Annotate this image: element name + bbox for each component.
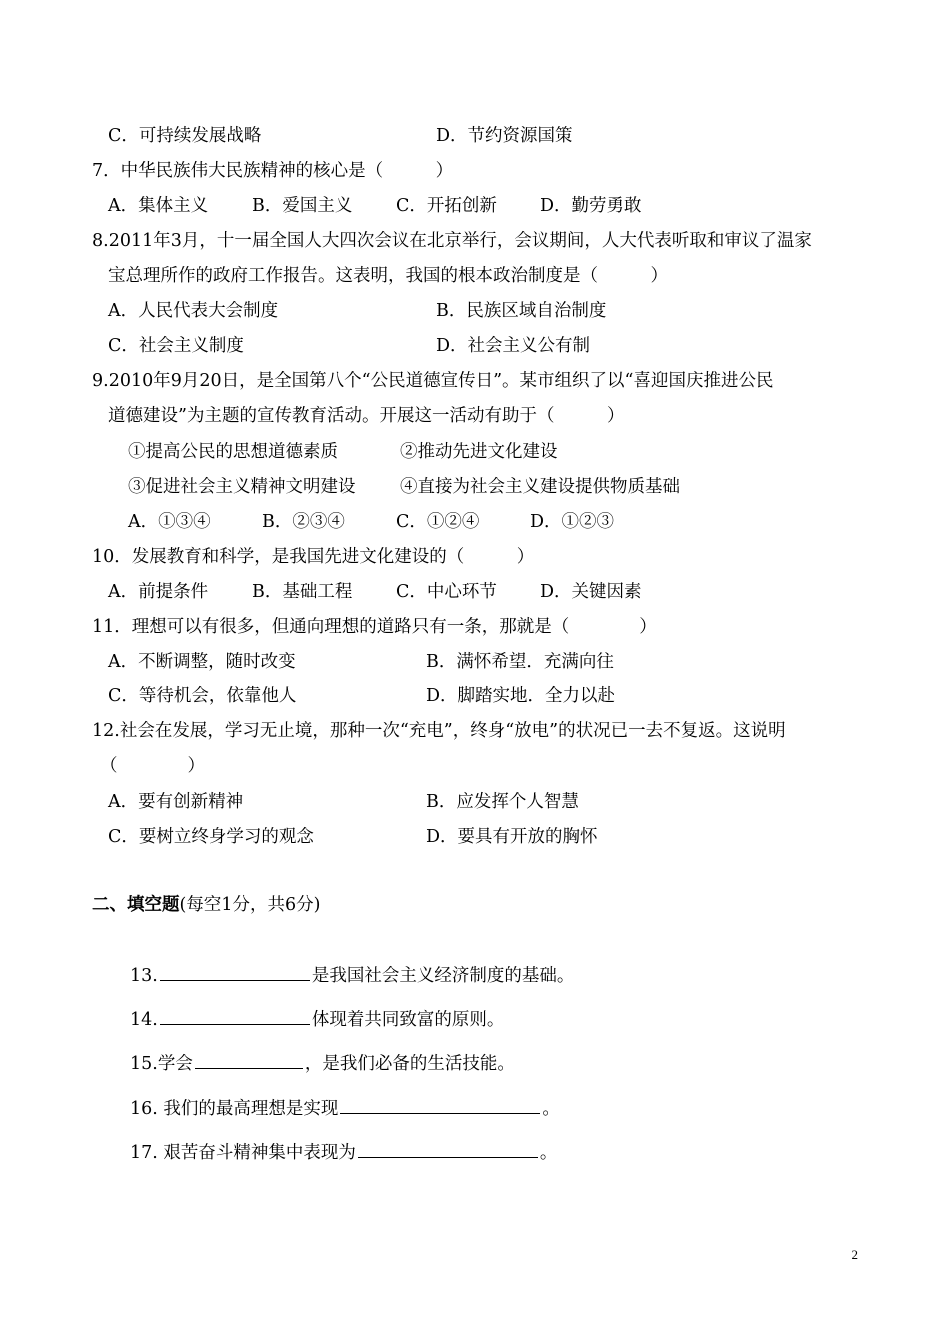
fill-blank-14[interactable] — [160, 1006, 310, 1025]
q8-stem-line1: 8.2011年3月，十一届全国人大四次会议在北京举行，会议期间，人大代表听取和审议了温家 — [92, 231, 812, 251]
fill-item-13 — [130, 962, 574, 988]
q9-option-a: A．①③④ — [128, 512, 211, 532]
fill-blank-13[interactable] — [160, 962, 310, 981]
q7-option-a: A．集体主义 — [108, 196, 209, 216]
q11-option-c: C．等待机会，依靠他人 — [108, 686, 297, 706]
fill-item-13-suffix: 是我国社会主义经济制度的基础。 — [311, 966, 575, 986]
q9-statement-1: ①提高公民的思想道德素质 — [128, 442, 338, 462]
q9-stem-line2: 道德建设”为主题的宣传教育活动。开展这一活动有助于（ ） — [108, 406, 625, 426]
fill-item-14-suffix: 体现着共同致富的原则。 — [311, 1010, 505, 1030]
q11-stem: 11．理想可以有很多，但通向理想的道路只有一条，那就是（ ） — [92, 617, 657, 637]
fill-blank-16[interactable] — [340, 1095, 540, 1114]
q7-option-b: B．爱国主义 — [252, 196, 353, 216]
q10-stem: 10．发展教育和科学，是我国先进文化建设的（ ） — [92, 547, 535, 567]
q11-option-b: B．满怀希望．充满向往 — [426, 652, 614, 672]
q7-option-c: C．开拓创新 — [396, 196, 497, 216]
q6-option-c: C．可持续发展战略 — [108, 126, 262, 146]
q9-option-b: B．②③④ — [262, 512, 345, 532]
fill-item-15-suffix: ，是我们必备的生活技能。 — [304, 1054, 515, 1074]
q9-statement-3: ③促进社会主义精神文明建设 — [128, 477, 356, 497]
q7-option-d: D．勤劳勇敢 — [540, 196, 642, 216]
q6-option-d: D．节约资源国策 — [436, 126, 573, 146]
q10-option-c: C．中心环节 — [396, 582, 497, 602]
fill-item-16 — [130, 1095, 560, 1121]
fill-item-14 — [130, 1006, 504, 1032]
section2-note: (每空1分，共6分) — [179, 895, 321, 915]
q10-option-b: B．基础工程 — [252, 582, 353, 602]
q9-option-c: C．①②④ — [396, 512, 480, 532]
q8-option-a: A．人民代表大会制度 — [108, 301, 279, 321]
q12-option-c: C．要树立终身学习的观念 — [108, 827, 314, 847]
fill-item-16-prefix: 16. 我们的最高理想是实现 — [130, 1099, 339, 1119]
fill-item-14-prefix: 14. — [130, 1010, 158, 1030]
q8-option-d: D．社会主义公有制 — [436, 336, 591, 356]
q12-stem-line1: 12.社会在发展，学习无止境，那种一次“充电”，终身“放电”的状况已一去不复返。这说明 — [92, 721, 786, 741]
q7-stem: 7．中华民族伟大民族精神的核心是（ ） — [92, 161, 454, 181]
q12-stem-line2: （ ） — [100, 756, 205, 776]
q10-option-d: D．关键因素 — [540, 582, 642, 602]
q8-option-c: C．社会主义制度 — [108, 336, 244, 356]
page-number: 2 — [851, 1247, 858, 1262]
q9-statement-4: ④直接为社会主义建设提供物质基础 — [400, 477, 680, 497]
q11-option-d: D．脚踏实地．全力以赴 — [426, 686, 616, 706]
q9-statement-2: ②推动先进文化建设 — [400, 442, 558, 462]
fill-item-13-prefix: 13. — [130, 966, 158, 986]
fill-item-15-prefix: 15.学会 — [130, 1054, 193, 1074]
fill-blank-17[interactable] — [358, 1139, 538, 1158]
q12-option-b: B．应发挥个人智慧 — [426, 792, 579, 812]
section2-title: 二、填空题 — [92, 895, 180, 915]
q12-option-a: A．要有创新精神 — [108, 792, 244, 812]
fill-item-17 — [130, 1139, 557, 1165]
fill-item-16-suffix: 。 — [542, 1099, 560, 1119]
q9-stem-line1: 9.2010年9月20日，是全国第八个“公民道德宣传日”。某市组织了以“喜迎国庆推进公民 — [92, 371, 774, 391]
fill-blank-15[interactable] — [195, 1050, 303, 1069]
q10-option-a: A．前提条件 — [108, 582, 209, 602]
fill-item-17-suffix: 。 — [539, 1143, 558, 1163]
q8-stem-line2: 宝总理所作的政府工作报告。这表明，我国的根本政治制度是（ ） — [108, 266, 668, 286]
fill-item-17-prefix: 17. 艰苦奋斗精神集中表现为 — [130, 1143, 356, 1163]
q12-option-d: D．要具有开放的胸怀 — [426, 827, 598, 847]
q11-option-a: A．不断调整，随时改变 — [108, 652, 296, 672]
q8-option-b: B．民族区域自治制度 — [436, 301, 607, 321]
section2-heading — [92, 893, 320, 917]
q9-option-d: D．①②③ — [530, 512, 615, 532]
fill-item-15 — [130, 1050, 515, 1076]
